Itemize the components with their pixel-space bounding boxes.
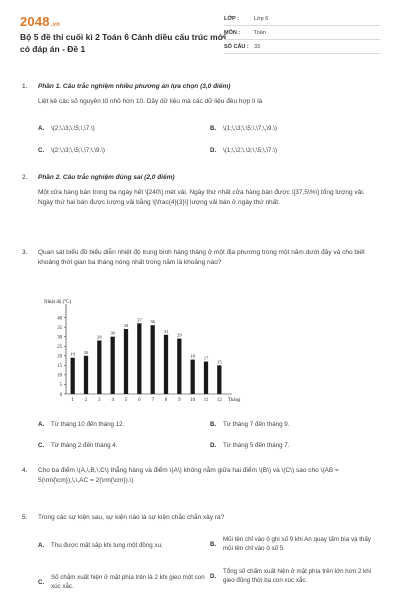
bar-month-12	[217, 365, 221, 394]
option-letter: C.	[38, 579, 45, 586]
bar-month-2	[84, 356, 88, 394]
meta-value: 33	[254, 43, 261, 50]
bar-month-11	[204, 362, 208, 394]
meta-key: MÔN :	[224, 29, 241, 36]
option-letter: D.	[210, 442, 217, 449]
x-tick-label: 8	[164, 398, 168, 403]
question-number: 3.	[22, 249, 28, 256]
meta-value: Toán	[254, 29, 266, 36]
bar-month-6	[137, 323, 141, 394]
option-a[interactable]	[38, 420, 124, 429]
option-text: Số chấm xuất hiện ở mặt phía trên là 2 khi gieo một con xúc xắc.	[51, 574, 205, 590]
meta-table	[224, 12, 380, 54]
x-tick-label: 4	[111, 398, 114, 403]
option-text: Từ tháng 2 đến tháng 4.	[51, 442, 118, 449]
x-tick-label: 5	[124, 398, 128, 403]
option-a[interactable]	[38, 541, 198, 550]
y-tick-label: 30	[57, 335, 62, 341]
y-tick-label: 20	[57, 354, 62, 360]
option-text: Thu được mặt sấp khi tung một đồng xu.	[51, 542, 163, 549]
option-text: \(1;\,\2;\,\3;\,\5;\,\7.\)	[223, 147, 277, 154]
question-text: Quan sát biểu đồ biểu diễn nhiệt độ trung bình hàng tháng ở một địa phương trong một năm dưới đây và cho biết khoảng thời gian ba tháng nóng nhất trong năm là khoảng nào?	[38, 249, 365, 266]
question-number: 1.	[22, 83, 28, 90]
option-c[interactable]	[38, 573, 208, 591]
bar-value-label: 34	[123, 323, 129, 329]
option-text: Từ tháng 7 đến tháng 9.	[223, 421, 290, 428]
question-3	[22, 248, 378, 448]
y-axis-label: Nhiệt độ (°C)	[44, 300, 72, 305]
bar-month-1	[71, 358, 75, 394]
question-body	[38, 173, 378, 208]
question-number: 2.	[22, 174, 28, 181]
x-tick-label: 6	[138, 398, 141, 403]
meta-key: SỐ CÂU :	[224, 43, 249, 50]
option-text: \(2;\,\3;\,\5;\,\7.\)	[51, 125, 95, 132]
page-title: Bộ 5 đề thi cuối kì 2 Toán 6 Cánh diều cấu trúc mới có đáp án - Đề 1	[20, 32, 227, 54]
question-body	[38, 82, 378, 107]
question-text: Liệt kê các số nguyên tố nhỏ hơn 10. Dãy dữ liệu mà các dữ liệu đều hợp lí là	[38, 98, 263, 105]
question-text: Cho ba điểm \(A,\,B,\,C\) thẳng hàng và điểm \(A\) không nằm giữa hai điểm \(B\) và \(C\) sao cho \(AB = 5(\rm{\cm}),\,\,AC = 2(\rm{\cm}).\)	[38, 467, 339, 484]
y-tick-label: 0	[59, 392, 62, 398]
y-tick-label: 15	[57, 364, 62, 370]
bar-value-label: 18	[190, 353, 195, 359]
option-letter: B.	[210, 421, 217, 428]
y-tick-label: 10	[57, 373, 62, 379]
x-tick-label: 10	[190, 398, 196, 403]
logo-suffix: .vn	[50, 22, 61, 28]
bar-month-4	[111, 337, 115, 394]
y-tick-label: 5	[59, 383, 62, 389]
option-a[interactable]	[38, 124, 95, 133]
x-tick-label: 11	[203, 398, 209, 403]
question-number: 4.	[22, 467, 28, 474]
option-letter: A.	[38, 542, 45, 549]
option-letter: B.	[210, 541, 217, 548]
x-axis-label: Tháng	[228, 398, 241, 403]
logo-text: 2048	[20, 14, 50, 29]
option-letter: B.	[210, 125, 217, 132]
page-header	[0, 0, 400, 64]
y-tick-label: 25	[57, 345, 62, 351]
option-c[interactable]	[38, 146, 105, 155]
option-letter: C.	[38, 147, 45, 154]
option-text: Tổng số chấm xuất hiện ở mặt phía trên lớn hơn 2 khi gieo đồng thời ba con xúc xắc.	[223, 568, 372, 584]
option-b[interactable]	[210, 124, 277, 133]
bar-month-9	[177, 339, 181, 394]
meta-row-class	[224, 12, 380, 26]
meta-row-subject	[224, 26, 380, 40]
question-1	[22, 82, 378, 154]
option-text: Từ tháng 10 đến tháng 12.	[51, 421, 125, 428]
bar-value-label: 15	[217, 359, 222, 365]
y-tick-label: 40	[57, 316, 62, 322]
option-d[interactable]	[210, 146, 277, 155]
option-c[interactable]	[38, 441, 117, 450]
option-b[interactable]	[210, 420, 289, 429]
option-d[interactable]	[210, 567, 378, 585]
bar-month-8	[164, 335, 168, 394]
bar-month-5	[124, 329, 128, 394]
bar-value-label: 36	[150, 319, 155, 325]
bar-value-label: 17	[203, 355, 209, 361]
question-body	[38, 513, 378, 523]
bar-value-label: 20	[83, 349, 89, 355]
temperature-bar-chart	[38, 296, 241, 414]
part-heading: Phần 2. Câu trắc nghiệm đúng sai (2,0 điểm)	[38, 174, 175, 181]
x-tick-label: 2	[84, 398, 88, 403]
bar-value-label: 31	[163, 328, 169, 334]
meta-row-count	[224, 40, 380, 54]
site-logo[interactable]	[20, 14, 60, 29]
bar-value-label: 29	[177, 332, 182, 338]
meta-key: LỚP :	[224, 15, 239, 22]
question-text: Trong các sự kiện sau, sự kiện nào là sự kiện chắc chắn xảy ra?	[38, 514, 225, 521]
x-tick-label: 7	[151, 398, 154, 403]
option-text: \(1;\,\3;\,\5;\,\7;\,\9.\)	[223, 125, 277, 132]
bar-value-label: 37	[137, 317, 142, 323]
meta-value: Lớp 6	[254, 15, 269, 22]
option-b[interactable]	[210, 535, 378, 553]
bar-value-label: 28	[97, 334, 102, 340]
option-text: \(2;\,\3;\,\5;\,\7;\,\9.\)	[51, 147, 105, 154]
option-letter: A.	[38, 421, 45, 428]
part-heading: Phần 1. Câu trắc nghiệm nhiều phương án lựa chọn (3,0 điểm)	[38, 83, 231, 90]
x-tick-label: 1	[71, 398, 74, 403]
bar-month-10	[191, 360, 195, 394]
x-tick-label: 12	[216, 398, 222, 403]
question-body	[38, 466, 378, 486]
question-2	[22, 173, 378, 233]
bar-month-3	[97, 340, 101, 394]
question-text: Một cửa hàng bán trong ba ngày hết \[240\] mét vải. Ngày thứ nhất cửa hàng bán được \[37,5\%\] tổng lượng vải. Ngày thứ hai bán được lượng vải bằng \[\frac{4}{3}\] lượng vải bán ở ngày thứ nhất.	[38, 189, 365, 206]
chart-svg	[38, 296, 241, 414]
option-text: Từ tháng 5 đến tháng 7.	[223, 442, 290, 449]
question-4	[22, 466, 378, 496]
option-letter: D.	[210, 147, 217, 154]
question-number: 5.	[22, 514, 28, 521]
x-tick-label: 3	[98, 398, 101, 403]
option-d[interactable]	[210, 441, 289, 450]
question-body	[38, 248, 378, 268]
option-letter: C.	[38, 442, 45, 449]
bar-value-label: 19	[70, 351, 75, 357]
bar-value-label: 30	[110, 330, 115, 336]
y-tick-label: 35	[57, 325, 62, 331]
bar-month-7	[151, 325, 155, 394]
question-5	[22, 513, 378, 603]
option-letter: A.	[38, 125, 45, 132]
option-text: Mũi tên chỉ vào ô ghi số 9 khi An quay tấm bìa và thấy mũi tên chỉ vào ô số 5.	[223, 536, 371, 552]
x-tick-label: 9	[178, 398, 181, 403]
option-letter: D.	[210, 573, 217, 580]
